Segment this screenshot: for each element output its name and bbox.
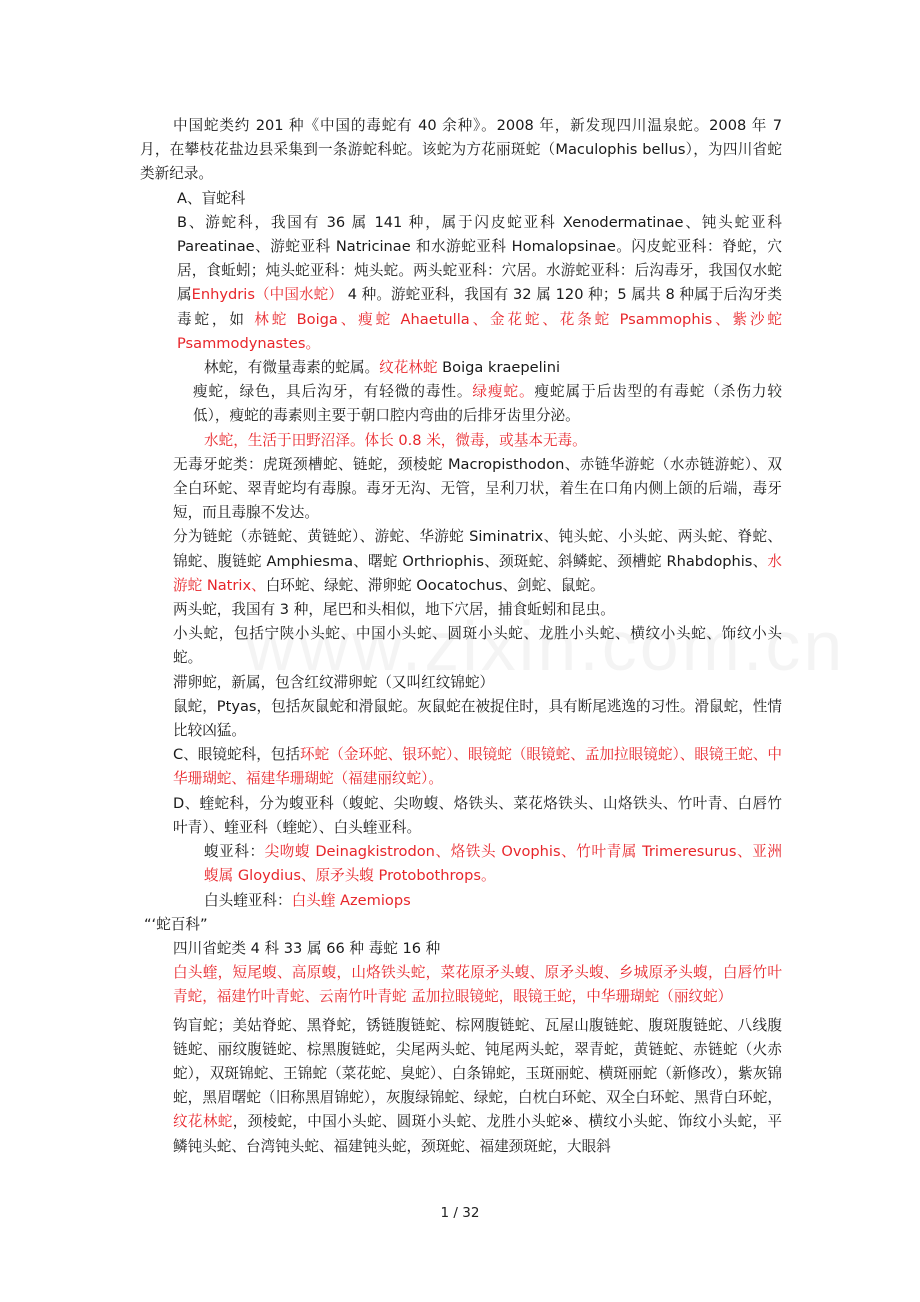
paragraph-oocatochus: 滞卵蛇，新属，包含红纹滞卵蛇（又叫红纹锦蛇） (173, 673, 495, 691)
heading-blind-snakes: A、盲蛇科 (177, 189, 246, 207)
azemiopinae-label: 白头蝰亚科： (204, 891, 292, 909)
ahaetulla-text: 瘦蛇，绿色，具后沟牙，有轻微的毒性。 (193, 383, 473, 401)
colubridae-text-2: 4 种。游蛇亚科，我国有 32 属 120 种；5 属共 8 种属于后沟牙类毒蛇，如 (177, 286, 782, 328)
paragraph-sichuan-summary: 四川省蛇类 4 科 33 属 66 种 毒蛇 16 种 (173, 939, 441, 957)
boiga-species-highlight: 纹花林蛇 (379, 359, 438, 377)
paragraph-water-snake: 水蛇，生活于田野沼泽。体长 0.8 米，微毒，或基本无毒。 (204, 431, 587, 449)
genera-text-2: 白环蛇、绿蛇、滞卵蛇 Oocatochus、剑蛇、鼠蛇。 (265, 576, 605, 594)
enhydris-highlight: Enhydris（中国水蛇） (191, 286, 343, 304)
paragraph-sichuan-species (140, 1014, 782, 1159)
ahaetulla-highlight: 绿瘦蛇。 (472, 383, 535, 401)
paragraph-colubridae (140, 211, 782, 356)
paragraph-oligodon: 小头蛇，包括宁陕小头蛇、中国小头蛇、圆斑小头蛇、龙胜小头蛇、横纹小头蛇、饰纹小头蛇。 (173, 625, 782, 667)
paragraph-azemiopinae (140, 889, 782, 913)
paragraph-elapidae (140, 743, 782, 791)
page-number: 1 / 32 (440, 1205, 480, 1221)
azemiops-highlight: 白头蝰 Azemiops (291, 891, 411, 909)
paragraph-viperidae: D、蝰蛇科，分为蝮亚科（蝮蛇、尖吻蝮、烙铁头、菜花烙铁头、山烙铁头、竹叶青、白唇竹叶青）、蝰亚科（蝰蛇）、白头蝰亚科。 (173, 794, 782, 836)
rear-fang-genera-highlight: 林蛇 Boiga、瘦蛇 Ahaetulla、金花蛇、花条蛇 Psammophis、紫沙蛇 Psammodynastes。 (177, 310, 783, 352)
boiga-species-highlight-2: 纹花林蛇 (173, 1113, 233, 1131)
crotalinae-highlight: 尖吻蝮 Deinagkistrodon、烙铁头 Ovophis、竹叶青属 Trimeresurus、亚洲蝮属 Gloydius、原矛头蝮 Protobothrops。 (204, 843, 782, 885)
paragraph-intro: 中国蛇类约 201 种《中国的毒蛇有 40 余种》。2008 年，新发现四川温泉蛇。2008 年 7 月，在攀枝花盐边县采集到一条游蛇科蛇。该蛇为方花丽斑蛇（Maculophis bellus），为四川省蛇类新纪录。 (140, 117, 782, 183)
paragraph-ptyas: 鼠蛇，Ptyas，包括灰鼠蛇和滑鼠蛇。灰鼠蛇在被捉住时，具有断尾逃逸的习性。滑鼠蛇，性情比较凶猛。 (173, 697, 782, 740)
ahaetulla-text-2: 瘦蛇属于后齿型的有毒蛇（杀伤力较低），瘦蛇的毒素则主要于朝口腔内弯曲的后排牙齿里分泌。 (193, 383, 782, 425)
species-text-2: ，颈棱蛇，中国小头蛇、圆斑小头蛇、龙胜小头蛇※、横纹小头蛇、饰纹小头蛇，平鳞钝头蛇、台湾钝头蛇、福建钝头蛇，颈斑蛇、福建颈斑蛇，大眼斜 (173, 1113, 782, 1155)
species-text: 钩盲蛇；美姑脊蛇、黑脊蛇，锈链腹链蛇、棕网腹链蛇、瓦屋山腹链蛇、腹斑腹链蛇、八线腹链蛇、丽纹腹链蛇、棕黑腹链蛇，尖尾两头蛇、钝尾两头蛇，翠青蛇，黄链蛇、赤链蛇（火赤蛇），双斑锦蛇、王锦蛇（菜花蛇、臭蛇）、白条锦蛇，玉斑丽蛇、横斑丽蛇（新修改），紫灰锦蛇，黑眉曙蛇（旧称黑眉锦蛇），灰腹绿锦蛇、绿蛇，白枕白环蛇、双全白环蛇、黑背白环蛇， (173, 1016, 782, 1107)
boiga-text: 林蛇，有微量毒素的蛇属。 (204, 359, 380, 377)
crotalinae-label: 蝮亚科： (204, 843, 265, 861)
document-body (140, 114, 782, 1159)
colubridae-text: B、游蛇科，我国有 36 属 141 种，属于闪皮蛇亚科 Xenodermatinae、钝头蛇亚科 Pareatinae、游蛇亚科 Natricinae 和水游蛇亚科 Homalopsinae。闪皮蛇亚科：脊蛇，穴居，食蚯蚓；炖头蛇亚科：炖头蛇。两头蛇亚科：穴居。水游蛇亚科：后沟毒牙，我国仅水蛇属 (177, 213, 782, 304)
paragraph-genera-list (140, 525, 782, 598)
boiga-latin: Boiga kraepelini (437, 359, 561, 377)
genera-text: 分为链蛇（赤链蛇、黄链蛇）、游蛇、华游蛇 Siminatrix、钝头蛇、小头蛇、两头蛇、脊蛇、锦蛇、腹链蛇 Amphiesma、曙蛇 Orthriophis、颈斑蛇、斜鳞蛇、颈槽蛇 Rhabdophis、 (173, 528, 782, 570)
paragraph-sichuan-venomous: 白头蝰，短尾蝮、高原蝮，山烙铁头蛇，菜花原矛头蝮、原矛头蝮、乡城原矛头蝮，白唇竹叶青蛇，福建竹叶青蛇、云南竹叶青蛇 孟加拉眼镜蛇，眼镜王蛇，中华珊瑚蛇（丽纹蛇） (173, 964, 782, 1006)
paragraph-nonvenomous: 无毒牙蛇类：虎斑颈槽蛇、链蛇，颈棱蛇 Macropisthodon、赤链华游蛇（水赤链游蛇）、双全白环蛇、翠青蛇均有毒腺。毒牙无沟、无管，呈利刀状，着生在口角内侧上颌的后端，毒牙短，而且毒腺不发达。 (173, 455, 782, 522)
paragraph-ahaetulla (140, 380, 782, 428)
natrix-highlight: 水游蛇 Natrix、 (173, 552, 782, 594)
elapidae-text: C、眼镜蛇科，包括 (173, 746, 301, 764)
paragraph-crotalinae (140, 840, 782, 888)
elapidae-highlight: 环蛇（金环蛇、银环蛇）、眼镜蛇（眼镜蛇、孟加拉眼镜蛇）、眼镜王蛇、中华珊瑚蛇、福建华珊瑚蛇（福建丽纹蛇）。 (173, 746, 782, 788)
paragraph-calamaria: 两头蛇，我国有 3 种，尾巴和头相似，地下穴居，捕食蚯蚓和昆虫。 (173, 601, 615, 619)
paragraph-boiga (140, 356, 782, 380)
paragraph-snake-encyclopedia: “‘蛇百科” (144, 915, 208, 933)
